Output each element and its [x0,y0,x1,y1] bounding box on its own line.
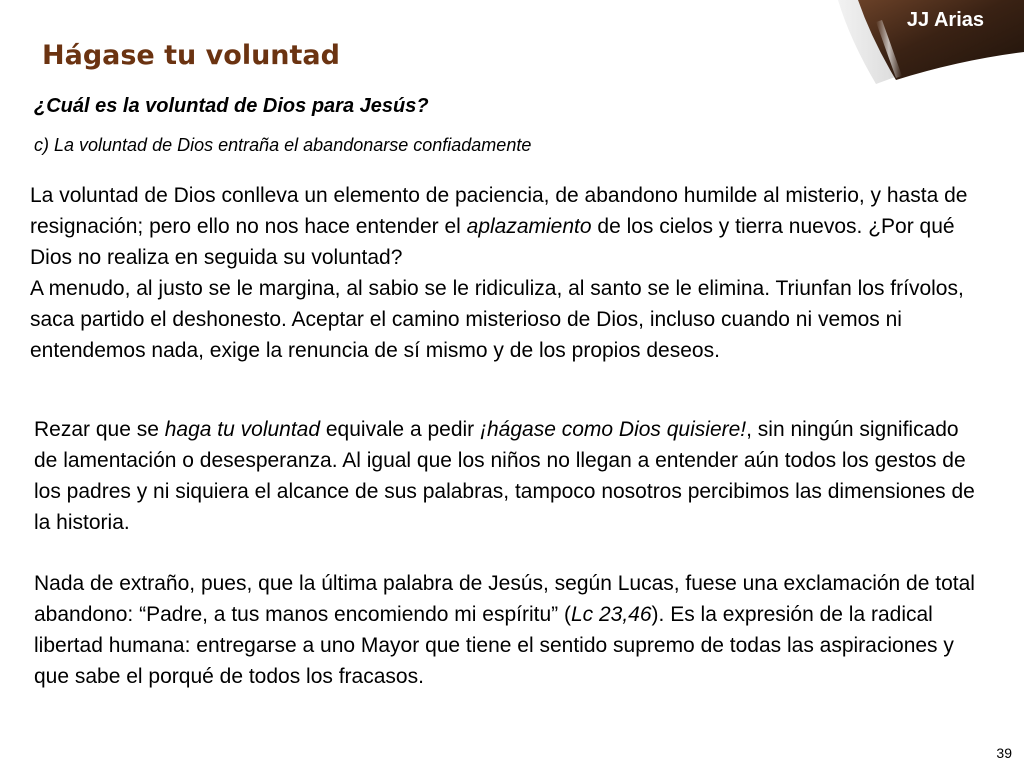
p1-text-c: A menudo, al justo se le margina, al sabio se le ridiculiza, al santo se le elimina. Triunfan los frívolos, saca partido el deshonesto. Aceptar el camino misterioso de Dios, incluso cuando ni vemos ni entendemos nada, exige la renuncia de sí mismo y de los propios deseos. [30,277,964,362]
p2-text-a: Rezar que se [34,418,165,441]
p2-emphasis-1: haga tu voluntad [164,418,321,441]
p1-text-a: La voluntad de Dios conlleva un elemento de paciencia, de abandono humilde al misterio, y hasta de resignación; pero ello no nos hace entender el [30,184,968,238]
page-number: 39 [996,745,1012,761]
paragraph-2 [34,414,984,538]
paragraph-3 [34,568,984,692]
page-title: Hágase tu voluntad [42,40,340,71]
p2-text-b: equivale a pedir [320,418,480,441]
p1-emphasis: aplazamiento [466,215,592,238]
p3-text-b: ). Es la expresión de la radical libertad humana: entregarse a uno Mayor que tiene el sentido supremo de todas las aspiraciones y que sabe el porqué de todos los fracasos. [34,603,954,688]
question-heading: ¿Cuál es la voluntad de Dios para Jesús? [34,95,429,117]
p3-citation: Lc 23,46 [570,603,652,626]
author-label: JJ Arias [906,9,984,31]
subheading: c) La voluntad de Dios entraña el abandonarse confiadamente [34,135,532,155]
p2-text-c: , sin ningún significado de lamentación o desesperanza. Al igual que los niños no llegan a entender aún todos los gestos de los padres y ni siquiera el alcance de sus palabras, tampoco nosotros percibimos las dimensiones de la historia. [34,418,975,534]
p1-text-b: de los cielos y tierra nuevos. ¿Por qué Dios no realiza en seguida su voluntad? [30,215,955,269]
paragraph-1 [30,180,1000,366]
p3-text-a: Nada de extraño, pues, que la última palabra de Jesús, según Lucas, fuese una exclamación de total abandono: “Padre, a tus manos encomiendo mi espíritu” ( [34,572,975,626]
p2-emphasis-2: ¡hágase como Dios quisiere! [480,418,747,441]
corner-banner [830,0,1024,84]
